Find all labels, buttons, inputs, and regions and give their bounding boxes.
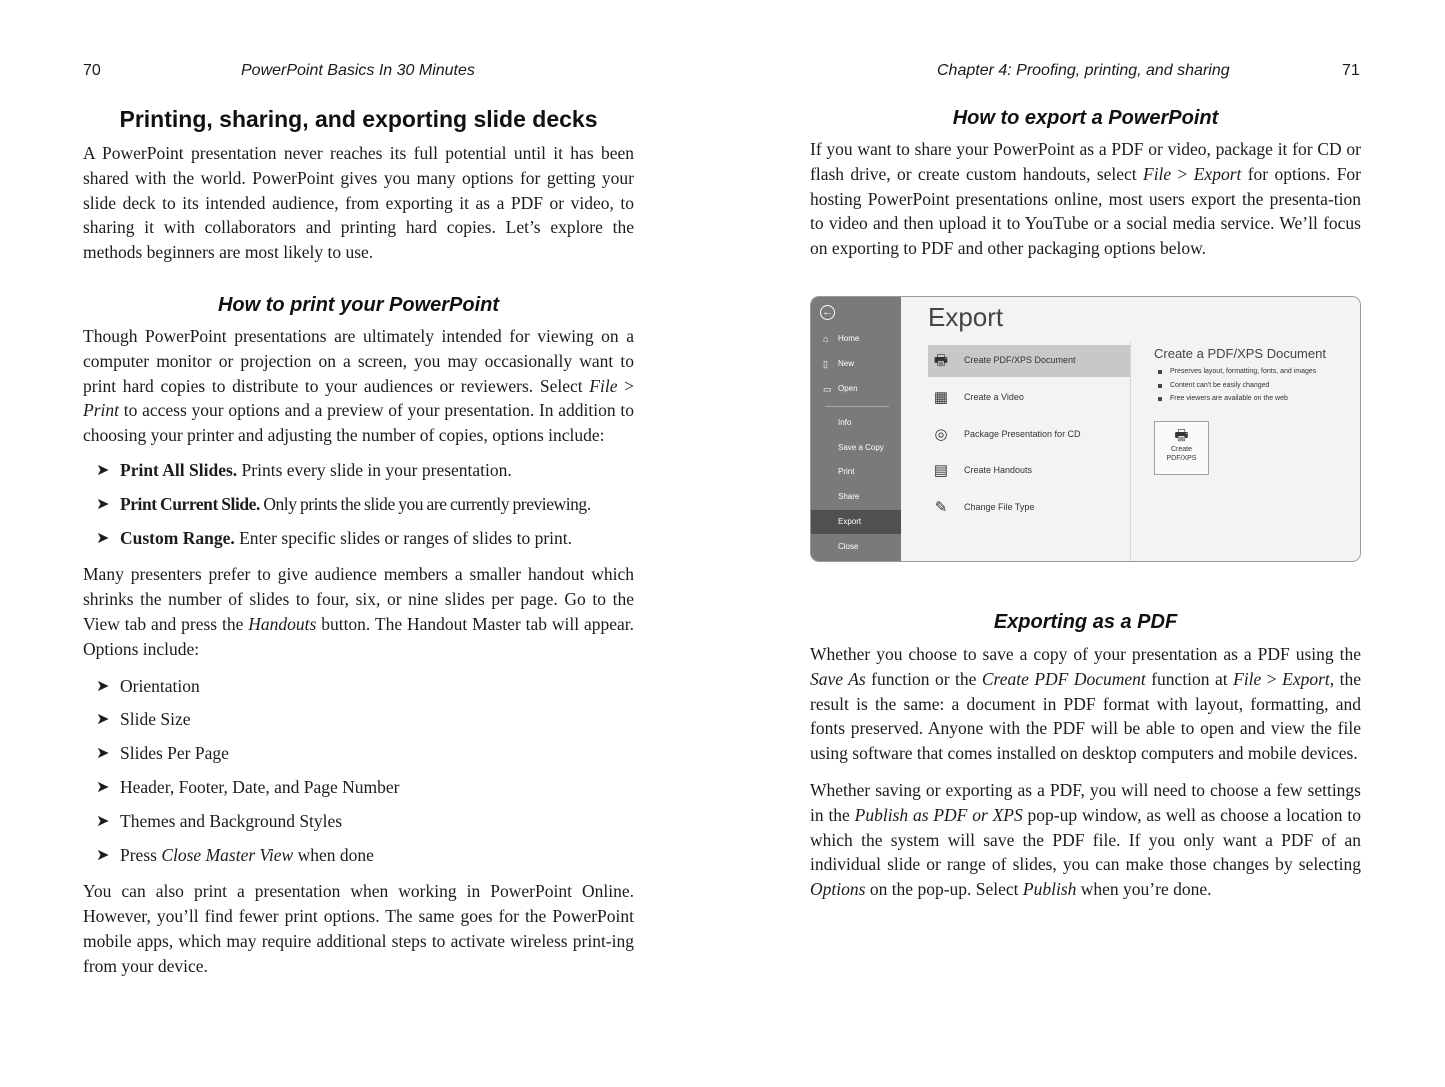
pdf-paragraph-2: Whether saving or exporting as a PDF, you will need to choose a few settings in the Publish as PDF or XPS pop-up window, as well as choose a location to which the system will save the PDF file. If you only want a PDF of an individual slide or range of slides, you can make those changes by selecting Options on the pop-up. Select Publish when you’re done. bbox=[810, 779, 1361, 900]
sidebar-item-print[interactable]: Print bbox=[838, 467, 855, 476]
list-item: ➤ Slides Per Page bbox=[83, 741, 634, 766]
pdf-section bbox=[810, 609, 1361, 902]
online-paragraph: You can also print a presentation when working in PowerPoint Online. However, you’ll find fewer print options. The same goes for the PowerPoint mobile apps, which may require additional steps to activate wireless print-ing from your device. bbox=[83, 881, 634, 976]
backstage-sidebar bbox=[811, 297, 901, 561]
export-title: Export bbox=[928, 302, 1004, 332]
new-document-icon: ▯ bbox=[823, 359, 828, 369]
list-item: ➤ Orientation bbox=[83, 674, 634, 699]
page-number-left: 70 bbox=[83, 62, 101, 79]
section-title: Printing, sharing, and exporting slide decks bbox=[119, 106, 598, 132]
home-icon: ⌂ bbox=[823, 334, 829, 344]
package-cd-option[interactable]: ◎ Package Presentation for CD bbox=[928, 419, 1130, 451]
export-panel bbox=[901, 297, 1360, 561]
arrow-bullet-icon: ➤ bbox=[96, 844, 110, 864]
sidebar-divider bbox=[825, 406, 889, 407]
export-paragraph: If you want to share your PowerPoint as a PDF or video, package it for CD or flash drive, or create custom handouts, select File > Export for options. For hosting PowerPoint presentations online, most users export the presenta-tion to video and then upload it to YouTube or a social media service. We’ll focus on exporting to PDF and other packaging options below. bbox=[810, 139, 1362, 259]
arrow-bullet-icon: ➤ bbox=[96, 527, 110, 547]
arrow-bullet-icon: ➤ bbox=[96, 493, 109, 513]
list-item: ➤ Press Close Master View when done bbox=[83, 843, 634, 868]
arrow-bullet-icon: ➤ bbox=[96, 743, 110, 763]
pdf-document-icon: 🖶 bbox=[933, 352, 949, 369]
export-screenshot-figure bbox=[810, 296, 1361, 562]
print-heading: How to print your PowerPoint bbox=[217, 293, 500, 316]
handout-paragraph: Many presenters prefer to give audience members a smaller handout which shrinks the number of slides to four, six, or nine slides per page. Go to the View tab and press the Handouts button. The Handout Master tab will appear. Options include: bbox=[83, 564, 634, 659]
arrow-bullet-icon: ➤ bbox=[96, 709, 110, 729]
pdf-heading: Exporting as a PDF bbox=[993, 611, 1178, 633]
handouts-icon: ▤ bbox=[933, 462, 949, 479]
pdf-document-icon: 🖶 bbox=[1174, 427, 1189, 444]
list-item: Preserves layout, formatting, fonts, and images bbox=[1156, 365, 1316, 379]
export-heading: How to export a PowerPoint bbox=[952, 107, 1219, 129]
intro-paragraph: A PowerPoint presentation never reaches its full potential until it has been shared with the world. PowerPoint gives you many options for getting your slide deck to its intended audience, from exporting it as a PDF or video, to sharing it with collaborators and printing hard copies. Let’s explore the methods beginners are most likely to use. bbox=[83, 143, 634, 263]
print-options-list bbox=[83, 458, 634, 550]
page-number-right: 71 bbox=[1342, 62, 1360, 79]
detail-title: Create a PDF/XPS Document bbox=[1154, 346, 1326, 361]
left-content bbox=[83, 104, 634, 979]
list-item: ➤ Custom Range. Enter specific slides or ranges of slides to print. bbox=[83, 526, 634, 551]
create-pdf-xps-option[interactable]: 🖶 Create PDF/XPS Document bbox=[928, 345, 1130, 377]
sidebar-item-new[interactable]: ▯ New bbox=[811, 352, 901, 376]
handout-options-list bbox=[83, 674, 634, 868]
list-item: ➤ Header, Footer, Date, and Page Number bbox=[83, 775, 634, 800]
running-head-left: PowerPoint Basics In 30 Minutes bbox=[241, 62, 475, 79]
create-handouts-option[interactable]: ▤ Create Handouts bbox=[933, 462, 1033, 479]
arrow-bullet-icon: ➤ bbox=[96, 776, 110, 796]
list-item: ➤ Print All Slides. Prints every slide in your presentation. bbox=[83, 458, 634, 483]
sidebar-item-open[interactable]: ▭ Open bbox=[811, 377, 901, 401]
panel-divider bbox=[1130, 342, 1131, 561]
sidebar-item-home[interactable]: ⌂ Home bbox=[811, 327, 901, 351]
folder-icon: ▭ bbox=[823, 384, 832, 394]
arrow-bullet-icon: ➤ bbox=[96, 810, 110, 830]
list-item: ➤ Themes and Background Styles bbox=[83, 809, 634, 834]
list-item: Free viewers are available on the web bbox=[1156, 392, 1316, 406]
change-file-type-option[interactable]: ✎ Change File Type bbox=[928, 492, 1130, 524]
arrow-bullet-icon: ➤ bbox=[96, 459, 110, 479]
export-section bbox=[810, 105, 1361, 261]
running-head-right: Chapter 4: Proofing, printing, and sharing bbox=[937, 62, 1230, 79]
sidebar-item-share[interactable]: Share bbox=[838, 492, 860, 501]
create-pdf-xps-button[interactable]: 🖶 Create PDF/XPS bbox=[1154, 421, 1209, 475]
sidebar-item-save-a-copy[interactable]: Save a Copy bbox=[838, 443, 884, 452]
print-paragraph: Though PowerPoint presentations are ultimately intended for viewing on a computer monitor or projection on a screen, you may occasionally want to print hard copies to distribute to your audiences or reviewers. Select File > Print to access your options and a preview of your presentation. In addition to choosing your printer and adjusting the number of copies, options include: bbox=[83, 325, 635, 446]
detail-bullets bbox=[1156, 365, 1316, 406]
change-file-type-icon: ✎ bbox=[934, 499, 948, 516]
back-arrow-icon[interactable]: ← bbox=[822, 306, 833, 318]
list-item: ➤ Print Current Slide. Only prints the slide you are currently previewing. bbox=[83, 492, 634, 517]
sidebar-item-close[interactable]: Close bbox=[838, 542, 859, 551]
arrow-bullet-icon: ➤ bbox=[96, 675, 110, 695]
video-icon: ▦ bbox=[933, 389, 949, 406]
cd-icon: ◎ bbox=[934, 426, 948, 443]
sidebar-item-export[interactable]: Export bbox=[811, 510, 901, 534]
left-page bbox=[83, 0, 634, 1087]
create-video-option[interactable]: ▦ Create a Video bbox=[933, 389, 1024, 406]
sidebar-item-info[interactable]: Info bbox=[838, 418, 852, 427]
pdf-paragraph-1: Whether you choose to save a copy of your presentation as a PDF using the Save As function or the Create PDF Document function at File > Export, the result is the same: a document in PDF format with layout, formatting, and fonts preserved. Anyone with the PDF will be able to open and view the file using software that comes installed on desktop computers and mobile devices. bbox=[810, 644, 1362, 764]
list-item: ➤ Slide Size bbox=[83, 707, 634, 732]
list-item: Content can't be easily changed bbox=[1156, 379, 1316, 393]
